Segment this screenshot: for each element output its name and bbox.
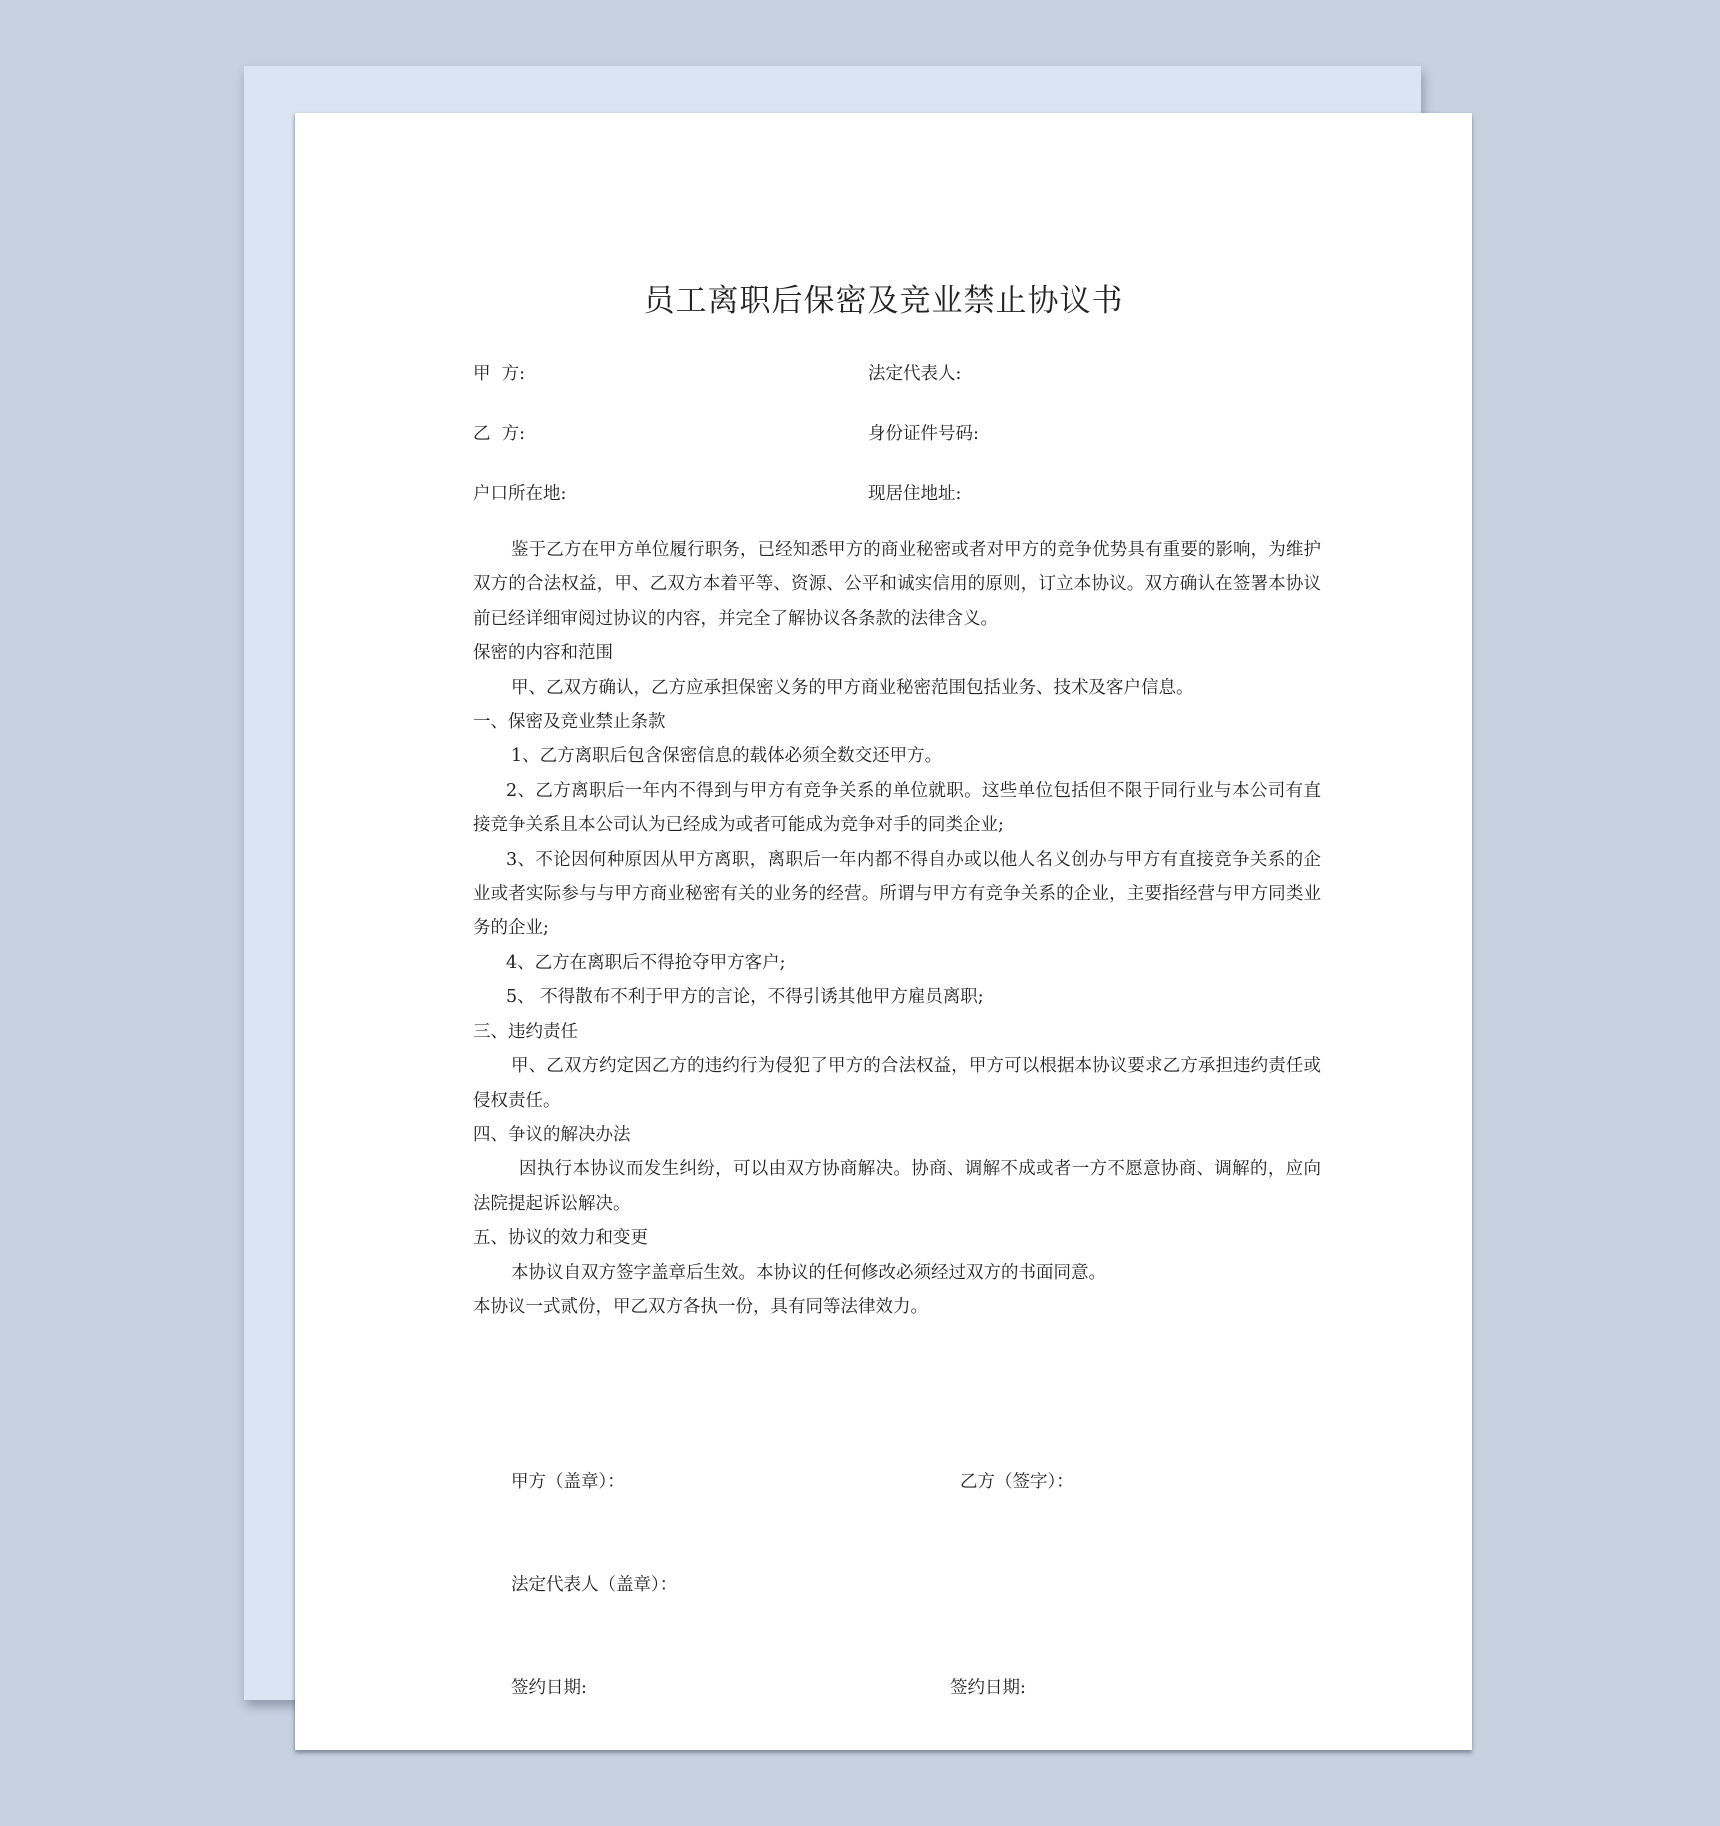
party-a-label: 甲 方: — [473, 364, 526, 384]
spacer — [950, 1568, 1074, 1602]
confidential-scope-paragraph: 甲、乙双方确认，乙方应承担保密义务的甲方商业秘密范围包括业务、技术及客户信息。 — [511, 677, 1194, 698]
legal-rep-seal-label: 法定代表人（盖章）： — [511, 1575, 678, 1596]
section-heading-4: 四、争议的解决办法 — [473, 1124, 631, 1145]
party-a-signature-block — [511, 1396, 677, 1774]
agreement-body — [473, 533, 1321, 1324]
party-a-seal-label: 甲方（盖章）： — [511, 1471, 625, 1492]
legal-rep-label: 法定代表人: — [868, 364, 962, 384]
section-heading-confidential-scope: 保密的内容和范围 — [473, 643, 613, 664]
current-address-label: 现居住地址: — [868, 484, 962, 504]
party-b-sign-label: 乙方（签字）： — [960, 1471, 1074, 1492]
section-5-paragraph: 本协议自双方签字盖章后生效。本协议的任何修改必须经过双方的书面同意。 — [511, 1262, 1106, 1283]
section-heading-5: 五、协议的效力和变更 — [473, 1228, 648, 1249]
preamble-paragraph: 鉴于乙方在甲方单位履行职务，已经知悉甲方的商业秘密或者对甲方的竞争优势具有重要的影响，为维护双方的合法权益，甲、乙双方本着平等、资源、公平和诚实信用的原则，订立本协议。双方确认在签署本协议前已经详细审阅过协议的内容，并完全了解协议各条款的法律含义。 — [473, 540, 1321, 629]
party-b-label: 乙 方: — [473, 424, 526, 444]
section-heading-1: 一、保密及竞业禁止条款 — [473, 712, 666, 733]
party-a-date-label: 签约日期: — [511, 1678, 587, 1699]
clause-item: 2、乙方离职后一年内不得到与甲方有竞争关系的单位就职。这些单位包括但不限于同行业与本公司有直接竞争关系且本公司认为已经成为或者可能成为竞争对手的同类企业; — [473, 780, 1321, 836]
id-number-label: 身份证件号码: — [868, 424, 979, 444]
section-4-paragraph: 因执行本协议而发生纠纷，可以由双方协商解决。协商、调解不成或者一方不愿意协商、调解的，应向法院提起诉讼解决。 — [473, 1159, 1321, 1214]
party-b-signature-block — [950, 1396, 1074, 1774]
household-registration-label: 户口所在地: — [473, 484, 567, 504]
closing-paragraph: 本协议一式贰份，甲乙双方各执一份，具有同等法律效力。 — [473, 1296, 928, 1317]
clause-item: 3、不论因何种原因从甲方离职，离职后一年内都不得自办或以他人名义创办与甲方有直接竞争关系的企业或者实际参与与甲方商业秘密有关的业务的经营。所谓与甲方有竞争关系的企业，主要指经营与甲方同类业务的企业; — [473, 849, 1321, 939]
section-heading-3: 三、违约责任 — [473, 1021, 578, 1042]
document-page — [295, 113, 1472, 1750]
section-3-paragraph: 甲、乙双方约定因乙方的违约行为侵犯了甲方的合法权益，甲方可以根据本协议要求乙方承担违约责任或侵权责任。 — [473, 1056, 1321, 1111]
clause-item: 1、乙方离职后包含保密信息的载体必须全数交还甲方。 — [511, 746, 943, 767]
party-b-date-label: 签约日期: — [950, 1678, 1026, 1699]
clause-item: 5、 不得散布不利于甲方的言论，不得引诱其他甲方雇员离职; — [506, 987, 984, 1008]
clause-item: 4、乙方在离职后不得抢夺甲方客户; — [506, 952, 786, 973]
document-title: 员工离职后保密及竞业禁止协议书 — [643, 283, 1124, 319]
